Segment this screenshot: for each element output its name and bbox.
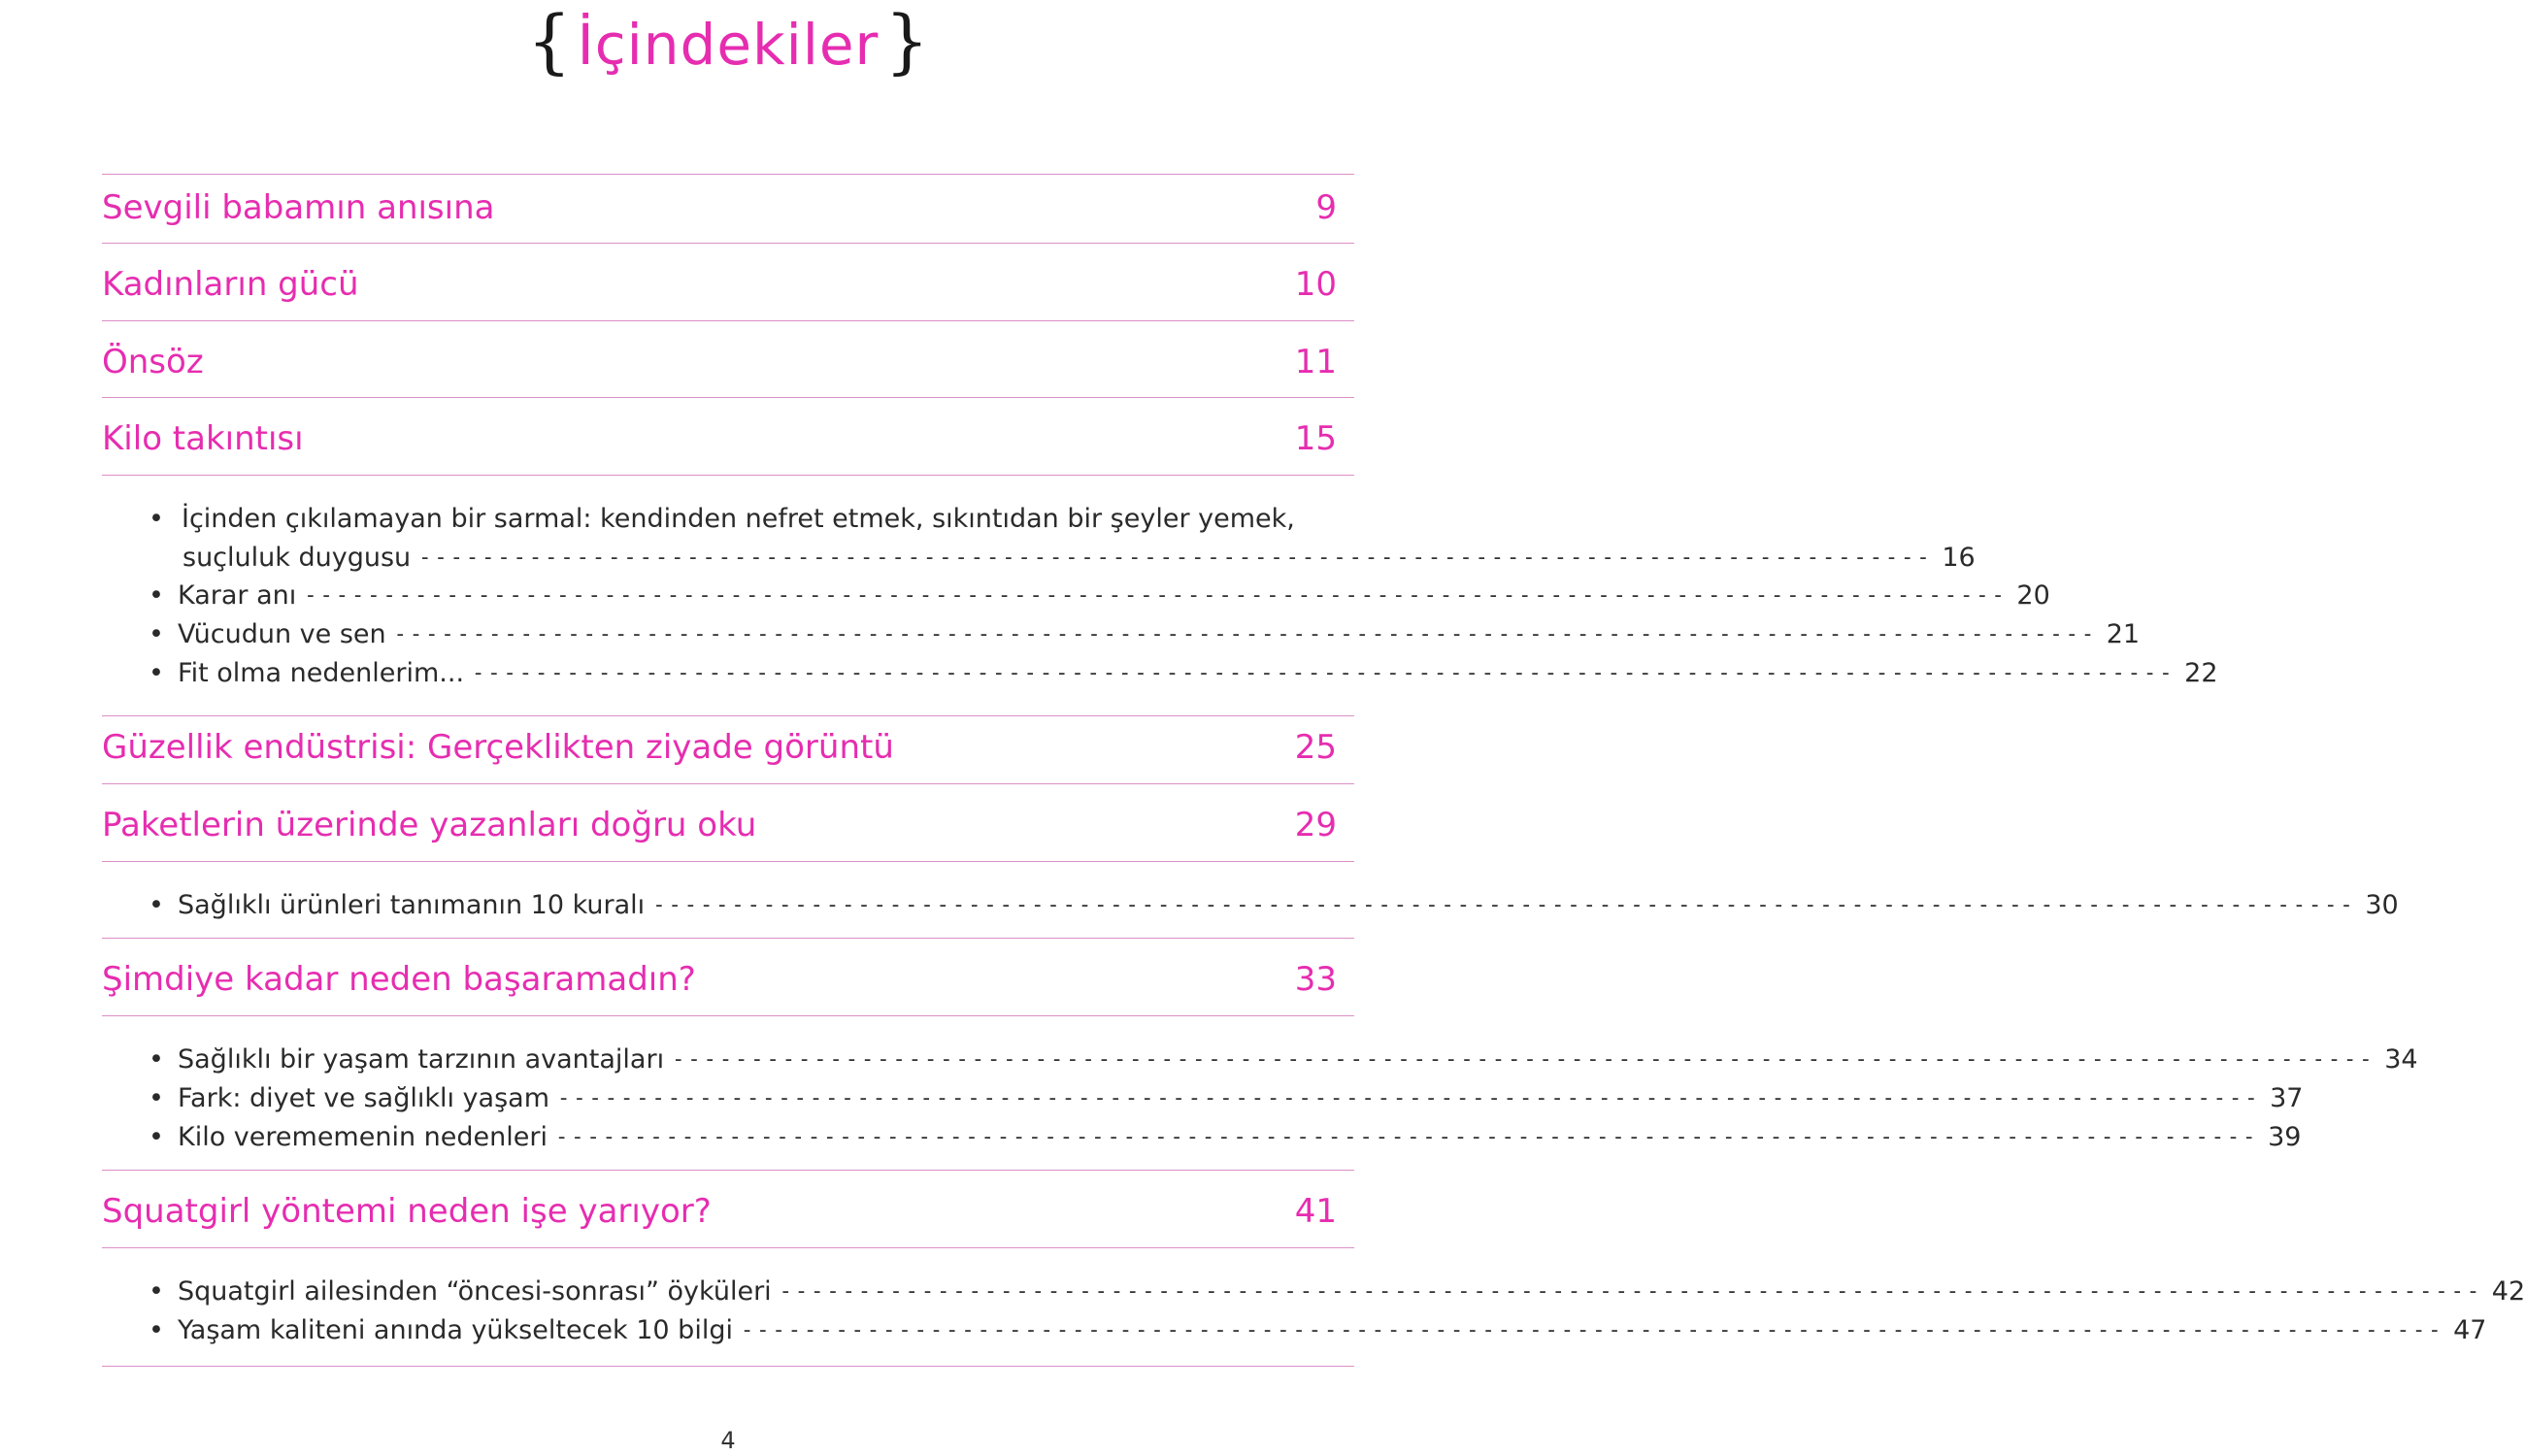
subsection-page: 42	[2491, 1275, 2525, 1307]
divider	[102, 475, 1354, 476]
divider	[102, 397, 1354, 398]
subsection-page: 39	[2268, 1121, 2302, 1152]
toc-chapter[interactable]	[102, 726, 1337, 769]
divider	[102, 1247, 1354, 1248]
subsection-page: 21	[2106, 618, 2141, 649]
divider	[102, 861, 1354, 862]
toc-chapter[interactable]	[102, 341, 1337, 383]
subsection-page: 47	[2453, 1314, 2487, 1345]
subsection-title: Kilo verememenin nedenleri	[178, 1121, 548, 1152]
chapter-page: 11	[1294, 343, 1337, 381]
close-brace: }	[884, 0, 930, 82]
bullet: •	[149, 503, 164, 534]
bullet: •	[149, 618, 164, 649]
divider	[102, 1366, 1354, 1367]
subsection-title: Sağlıklı bir yaşam tarzının avantajları	[178, 1043, 665, 1075]
leader-dots: ------------------------------------------------------------------------------------------------------------	[304, 582, 2008, 608]
chapter-title: Sevgili babamın anısına	[102, 188, 495, 227]
subsection-title: Fit olma nedenlerim...	[178, 657, 465, 688]
toc-subsection[interactable]	[149, 499, 1337, 538]
leader-dots: ------------------------------------------------------------------------------------------------------------	[472, 660, 2176, 685]
toc-subsection[interactable]	[149, 1272, 2525, 1310]
chapter-title: Squatgirl yöntemi neden işe yarıyor?	[102, 1192, 712, 1231]
leader-dots: ------------------------------------------------------------------------------------------------------------	[740, 1317, 2444, 1342]
subsection-title: Yaşam kaliteni anında yükseltecek 10 bilgi	[178, 1314, 733, 1345]
chapter-title: Kilo takıntısı	[102, 419, 304, 458]
bullet: •	[149, 1082, 164, 1113]
toc-subsection-continued[interactable]	[183, 538, 1976, 577]
toc-subsection[interactable]	[149, 576, 2050, 614]
toc-chapter[interactable]	[102, 417, 1337, 460]
chapter-page: 15	[1294, 419, 1337, 458]
toc-subsection[interactable]	[149, 1040, 2418, 1078]
leader-dots: ------------------------------------------------------------------------------------------------------------	[554, 1124, 2259, 1149]
toc-subsection[interactable]	[149, 1117, 2302, 1156]
chapter-page: 9	[1315, 188, 1337, 227]
bullet: •	[149, 889, 164, 920]
chapter-page: 41	[1294, 1192, 1337, 1231]
subsection-title: Fark: diyet ve sağlıklı yaşam	[178, 1082, 549, 1113]
subsection-page: 37	[2270, 1082, 2304, 1113]
chapter-page: 25	[1294, 728, 1337, 767]
subsection-page: 30	[2365, 889, 2399, 920]
toc-chapter[interactable]	[102, 804, 1337, 846]
page-number: 4	[720, 1427, 736, 1454]
divider	[102, 1170, 1354, 1171]
divider	[102, 174, 1354, 175]
divider	[102, 783, 1354, 784]
divider	[102, 243, 1354, 244]
subsection-title: Karar anı	[178, 579, 297, 611]
chapter-page: 29	[1294, 806, 1337, 844]
chapter-page: 33	[1294, 960, 1337, 999]
leader-dots: ------------------------------------------------------------------------------------------------------------	[557, 1085, 2261, 1110]
chapter-title: Şimdiye kadar neden başaramadın?	[102, 960, 696, 999]
bullet: •	[149, 657, 164, 688]
toc-chapter[interactable]	[102, 958, 1337, 1001]
subsection-page: 20	[2016, 579, 2050, 611]
toc-subsection[interactable]	[149, 653, 2218, 692]
toc-chapter[interactable]	[102, 186, 1337, 229]
open-brace: {	[526, 0, 572, 82]
toc-subsection[interactable]	[149, 885, 2399, 924]
subsection-title: Sağlıklı ürünleri tanımanın 10 kuralı	[178, 889, 646, 920]
subsection-title: Squatgirl ailesinden “öncesi-sonrası” öyküleri	[178, 1275, 772, 1307]
divider	[102, 1015, 1354, 1016]
toc-subsection[interactable]	[149, 1310, 2487, 1349]
subsection-title-continued: suçluluk duygusu	[183, 542, 412, 573]
bullet: •	[149, 1314, 164, 1345]
subsection-page: 16	[1942, 542, 1976, 573]
leader-dots: ------------------------------------------------------------------------------------------------------------	[393, 621, 2098, 646]
toc-chapter[interactable]	[102, 1190, 1337, 1233]
bullet: •	[149, 1043, 164, 1075]
divider	[102, 938, 1354, 939]
chapter-title: Paketlerin üzerinde yazanları doğru oku	[102, 806, 757, 844]
toc-subsection[interactable]	[149, 614, 2141, 653]
leader-dots: ------------------------------------------------------------------------------------------------	[418, 545, 1933, 570]
bullet: •	[149, 579, 164, 611]
bullet: •	[149, 1121, 164, 1152]
chapter-title: Önsöz	[102, 343, 204, 381]
subsection-page: 34	[2384, 1043, 2418, 1075]
leader-dots: ------------------------------------------------------------------------------------------------------------	[779, 1278, 2483, 1304]
bullet: •	[149, 1275, 164, 1307]
divider	[102, 715, 1354, 716]
subsection-page: 22	[2184, 657, 2218, 688]
subsection-title: İçinden çıkılamayan bir sarmal: kendinden nefret etmek, sıkıntıdan bir şeyler yemek,	[182, 503, 1295, 534]
chapter-title: Kadınların gücü	[102, 265, 359, 304]
toc-header	[0, 0, 1456, 97]
page-title: İçindekiler	[577, 12, 880, 78]
toc-chapter[interactable]	[102, 263, 1337, 306]
leader-dots: ------------------------------------------------------------------------------------------------------------	[672, 1046, 2375, 1072]
divider	[102, 320, 1354, 321]
chapter-page: 10	[1294, 265, 1337, 304]
toc-subsection[interactable]	[149, 1078, 2304, 1117]
subsection-title: Vücudun ve sen	[178, 618, 386, 649]
chapter-title: Güzellik endüstrisi: Gerçeklikten ziyade görüntü	[102, 728, 894, 767]
leader-dots: ------------------------------------------------------------------------------------------------------------	[652, 892, 2356, 917]
